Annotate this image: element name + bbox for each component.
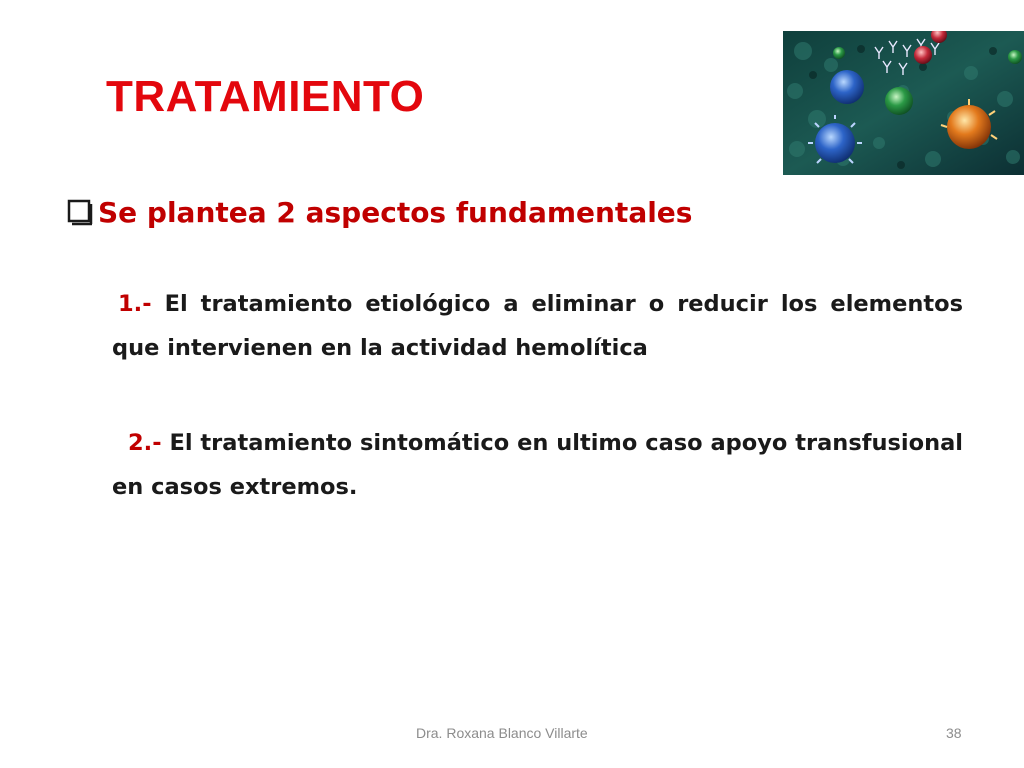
slide-title: TRATAMIENTO (106, 72, 425, 121)
point-1-number: 1.- (118, 291, 152, 317)
point-2-number: 2.- (128, 430, 162, 456)
bullet-text: Se plantea 2 aspectos fundamentales (98, 195, 693, 229)
bullet-item (64, 190, 692, 234)
footer-author: Dra. Roxana Blanco Villarte (416, 725, 588, 741)
footer-page-number: 38 (946, 725, 962, 741)
point-2 (112, 421, 963, 509)
point-1-text: El tratamiento etiológico a eliminar o reducir los elementos que intervienen en la actividad hemolítica (112, 291, 963, 361)
immune-cells-illustration-icon (783, 31, 1024, 175)
point-2-text: El tratamiento sintomático en ultimo caso apoyo transfusional en casos extremos. (112, 430, 963, 500)
checkbox-bullet-icon (64, 197, 94, 227)
point-1 (112, 282, 963, 370)
